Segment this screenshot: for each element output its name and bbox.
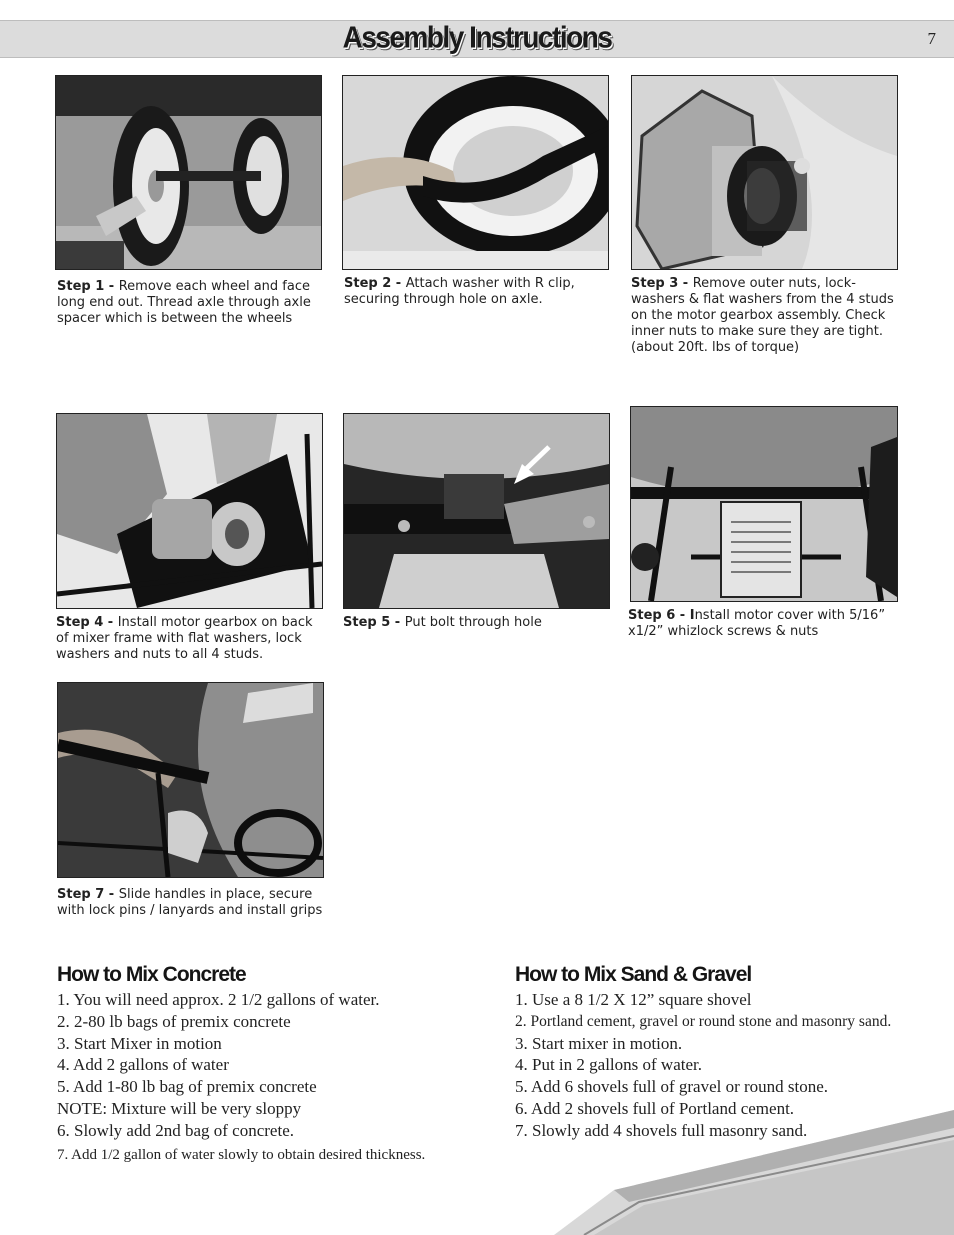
- list-item: 1. Use a 8 1/2 X 12” square shovel: [515, 990, 752, 1009]
- list-item: 1. You will need approx. 2 1/2 gallons of water.: [57, 990, 380, 1009]
- step-5-caption: [343, 615, 593, 631]
- step-5-text: Put bolt through hole: [404, 615, 542, 630]
- step-5-label: Step 5 -: [343, 615, 405, 630]
- step-7-caption: [57, 887, 327, 919]
- list-item: 6. Add 2 shovels full of Portland cement.: [515, 1098, 795, 1118]
- step-6-text: nstall motor cover with 5/16” x1/2” whizlock screws & nuts: [628, 608, 886, 639]
- step-2-caption: [344, 276, 594, 308]
- step-2-text: Attach washer with R clip, securing through hole on axle.: [344, 276, 575, 307]
- step-5-photo: [343, 413, 610, 609]
- concrete-heading: How to Mix Concrete: [57, 963, 246, 986]
- step-6-caption: [628, 608, 898, 640]
- list-item: 2. Portland cement, gravel or round stone and masonry sand.: [515, 1012, 892, 1030]
- list-item: 7. Slowly add 4 shovels full masonry sand.: [515, 1120, 808, 1140]
- list-item: 5. Add 6 shovels full of gravel or round stone.: [515, 1077, 829, 1097]
- list-item: 3. Start Mixer in motion: [57, 1033, 222, 1053]
- step-4-label: Step 4 -: [56, 615, 118, 630]
- list-item: 2. 2-80 lb bags of premix concrete: [57, 1011, 291, 1031]
- sand-heading: How to Mix Sand & Gravel: [515, 963, 752, 986]
- list-item: 7. Add 1/2 gallon of water slowly to obtain desired thickness.: [57, 1146, 426, 1163]
- step-3-caption: [631, 276, 901, 356]
- step-4-caption: [56, 615, 326, 663]
- corner-decoration: [554, 1110, 954, 1235]
- step-1-label: Step 1 -: [57, 279, 119, 294]
- list-item: NOTE: Mixture will be very sloppy: [57, 1098, 302, 1118]
- step-1-text: Remove each wheel and face long end out. Thread axle through axle spacer which is between the wheels: [57, 279, 311, 326]
- page-title: Assembly Instructions: [342, 20, 612, 55]
- concrete-steps-list: [57, 989, 497, 1166]
- step-1-caption: [57, 279, 329, 327]
- list-item: 4. Put in 2 gallons of water.: [515, 1055, 702, 1075]
- step-7-text: Slide handles in place, secure with lock pins / lanyards and install grips: [57, 887, 323, 918]
- step-1-photo: [55, 75, 322, 270]
- step-3-text: Remove outer nuts, lock-washers & flat washers from the 4 studs on the motor gearbox assembly. Check inner nuts to make sure they are tight. (about 20ft. lbs of torque): [631, 276, 894, 355]
- step-4-text: Install motor gearbox on back of mixer frame with flat washers, lock washers and nuts to all 4 studs.: [56, 615, 313, 662]
- page-number: 7: [927, 29, 936, 48]
- list-item: 6. Slowly add 2nd bag of concrete.: [57, 1120, 294, 1140]
- step-3-photo: [631, 75, 898, 270]
- step-4-photo: [56, 413, 323, 609]
- step-3-label: Step 3 -: [631, 276, 693, 291]
- list-item: 5. Add 1-80 lb bag of premix concrete: [57, 1077, 317, 1097]
- step-6-label: Step 6 - I: [628, 608, 695, 623]
- step-2-photo: [342, 75, 609, 270]
- list-item: 4. Add 2 gallons of water: [57, 1055, 229, 1075]
- step-2-label: Step 2 -: [344, 276, 406, 291]
- step-6-photo: [630, 406, 898, 602]
- header-bar: [0, 20, 954, 58]
- step-7-photo: [57, 682, 324, 878]
- step-7-label: Step 7 -: [57, 887, 119, 902]
- list-item: 3. Start mixer in motion.: [515, 1033, 683, 1053]
